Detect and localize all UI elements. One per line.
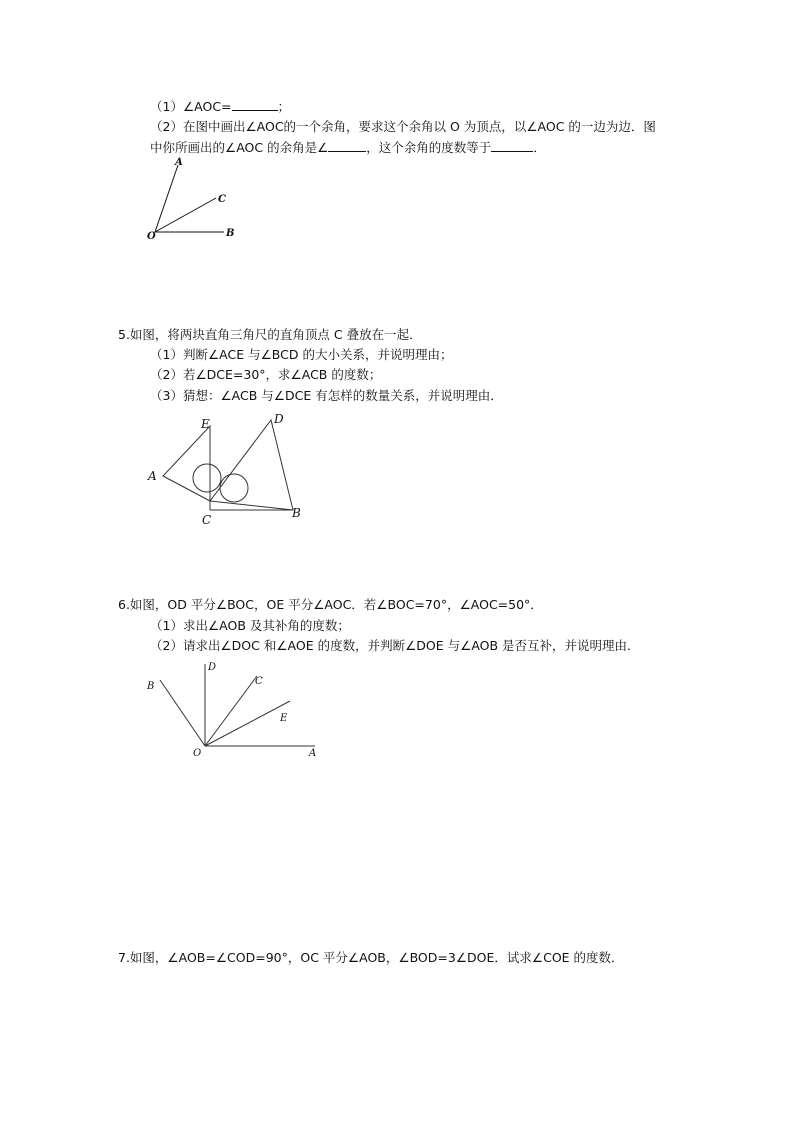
q6-part1: （1）求出∠AOB 及其补角的度数； <box>150 618 350 633</box>
q5-label-c: C <box>202 513 212 527</box>
q4-part1 <box>150 99 290 115</box>
q4-part1-prefix: （1）∠AOC= <box>150 99 232 114</box>
q5-label-a: A <box>148 469 157 483</box>
q6-part2: （2）请求出∠DOC 和∠AOE 的度数，并判断∠DOE 与∠AOB 是否互补，并说明理由． <box>150 638 640 653</box>
q4-part2-line1: （2）在图中画出∠AOC的一个余角，要求这个余角以 O 为顶点，以∠AOC 的一边为边．图 <box>150 119 656 134</box>
q5-label-e: E <box>201 417 210 431</box>
q6-label-b: B <box>147 681 155 692</box>
q4-part2-text-b: ，这个余角的度数等于 <box>366 140 492 155</box>
q6-label-c: C <box>255 676 263 687</box>
q4-label-o: O <box>147 231 156 242</box>
q4-part2-line2 <box>150 140 546 156</box>
q6-figure <box>140 658 330 763</box>
q4-answer-blank-1[interactable] <box>232 99 278 111</box>
q6-label-o: O <box>193 748 202 759</box>
q4-ray-oa <box>155 165 178 232</box>
q6-ray-oe <box>205 701 290 746</box>
q5-part2: （2）若∠DCE=30°，求∠ACB 的度数； <box>150 367 382 382</box>
q5-figure <box>140 410 310 530</box>
q4-figure <box>140 155 250 245</box>
q4-ray-oc <box>155 198 216 232</box>
q5-part3: （3）猜想：∠ACB 与∠DCE 有怎样的数量关系，并说明理由． <box>150 388 503 403</box>
q7-title: 7.如图，∠AOB=∠COD=90°，OC 平分∠AOB，∠BOD=3∠DOE．试求∠COE 的度数． <box>118 950 624 965</box>
q5-triangle-ace <box>163 426 210 501</box>
q6-label-d: D <box>208 662 217 673</box>
q4-answer-blank-2[interactable] <box>328 140 366 152</box>
q4-part2-text-c: ． <box>533 140 546 155</box>
q4-label-c: C <box>218 194 226 205</box>
q6-label-e: E <box>280 713 288 724</box>
q5-label-d: D <box>274 412 284 426</box>
q4-answer-blank-3[interactable] <box>491 140 533 152</box>
q4-part1-suffix: ； <box>277 99 291 114</box>
q4-label-b: B <box>226 228 235 239</box>
q4-label-a: A <box>175 157 183 168</box>
q5-right-angle-mark-1 <box>193 464 221 492</box>
q4-part2-text-a: 中你所画出的∠AOC 的余角是∠ <box>150 140 329 155</box>
q5-title: 5.如图，将两块直角三角尺的直角顶点 C 叠放在一起． <box>118 327 422 342</box>
q6-ray-ob <box>160 680 205 746</box>
q5-label-b: B <box>292 506 301 520</box>
q6-label-a: A <box>309 748 317 759</box>
q5-part1: （1）判断∠ACE 与∠BCD 的大小关系，并说明理由； <box>150 347 453 362</box>
q6-title: 6.如图，OD 平分∠BOC，OE 平分∠AOC．若∠BOC=70°，∠AOC=50°． <box>118 597 543 612</box>
q6-ray-oc <box>205 676 257 746</box>
q5-right-angle-mark-2 <box>220 474 248 502</box>
